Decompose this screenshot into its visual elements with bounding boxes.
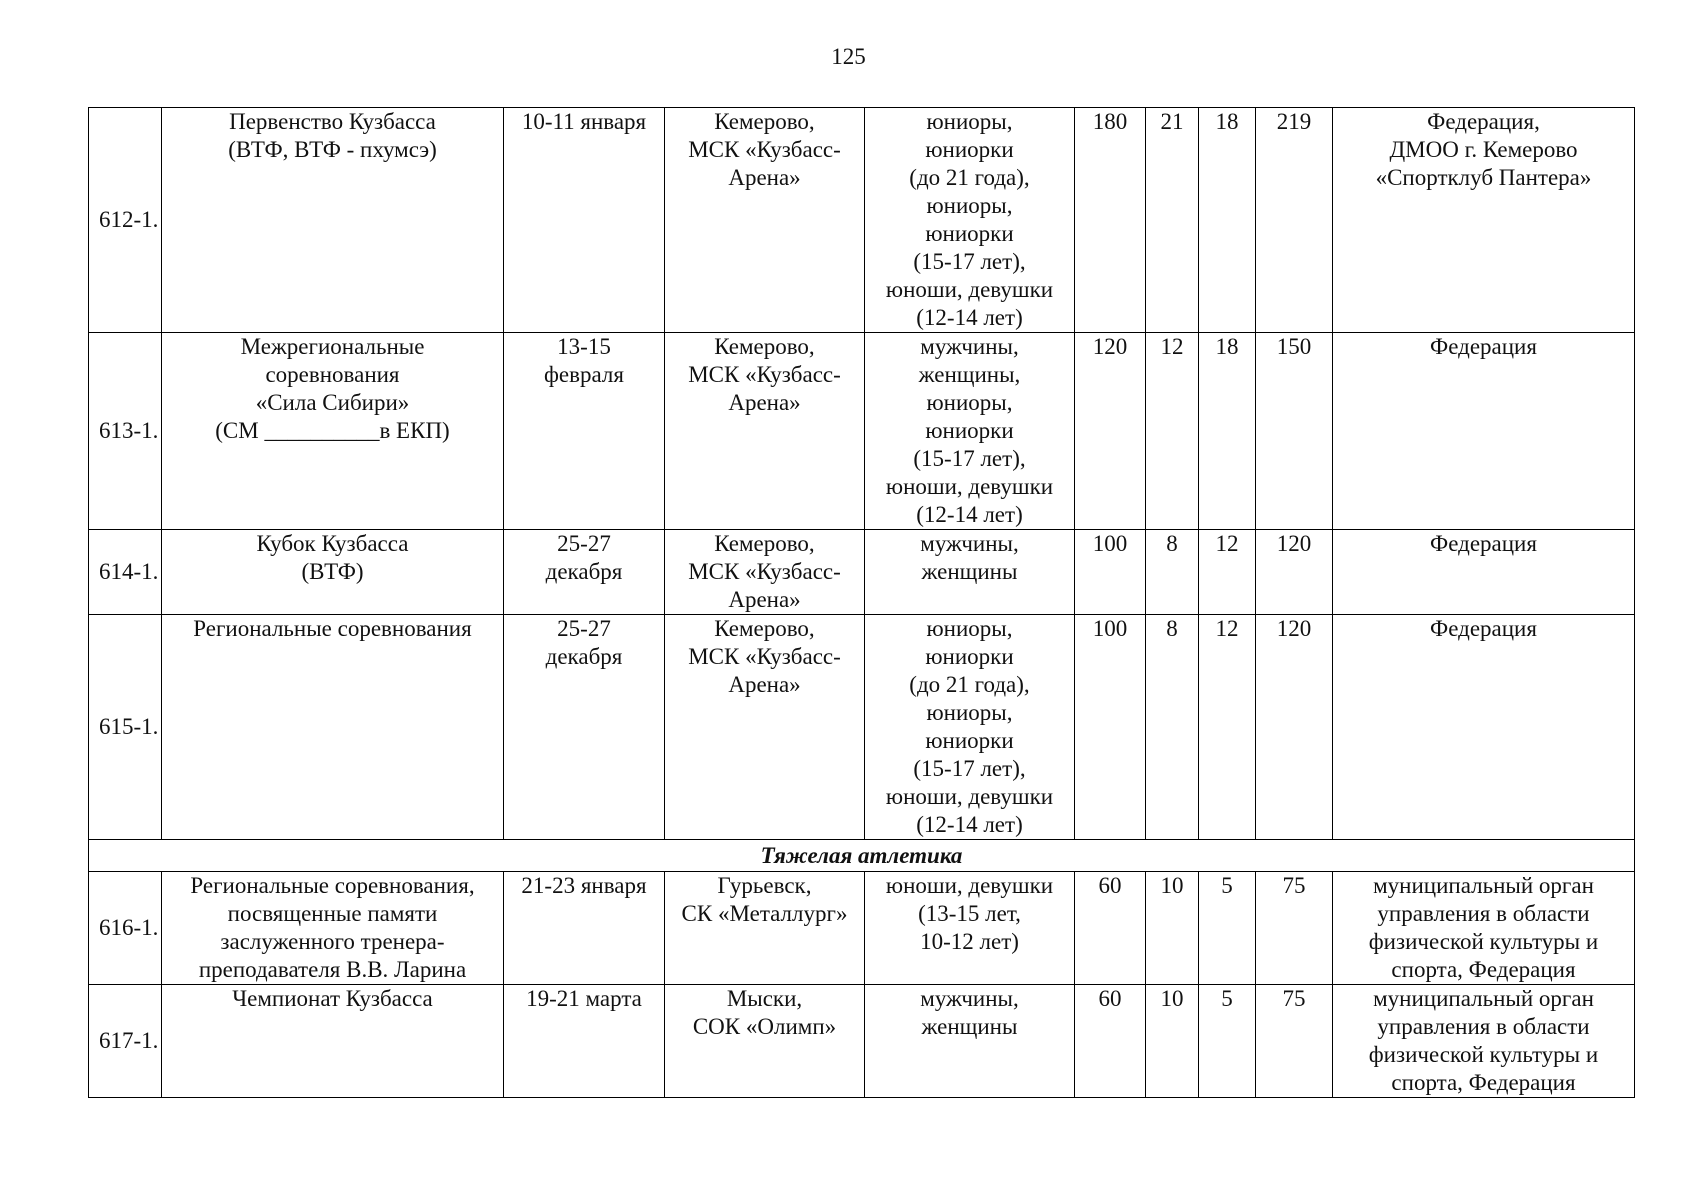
table-row	[89, 985, 1635, 1098]
event-name-line: Кубок Кузбасса	[256, 531, 409, 556]
participant-category-line: мужчины,	[920, 531, 1019, 556]
participant-category-line: юниорки	[925, 418, 1014, 443]
table-row	[89, 872, 1635, 985]
count-coaches-cell: 10	[1146, 872, 1199, 985]
event-place-line: СК «Металлург»	[681, 901, 848, 926]
event-name-cell	[162, 872, 504, 985]
participant-category-line: 10-12 лет)	[920, 929, 1019, 954]
participant-category-line: юниоры,	[926, 109, 1013, 134]
event-name-cell	[162, 108, 504, 333]
event-name-line: соревнования	[265, 362, 400, 387]
section-heading: Тяжелая атлетика	[89, 840, 1635, 872]
participant-category-line: (до 21 года),	[909, 165, 1030, 190]
event-organizer-line: Федерация,	[1427, 109, 1540, 134]
table-row	[89, 108, 1635, 333]
count-judges-cell: 12	[1199, 615, 1256, 840]
event-organizer-line: муниципальный орган	[1373, 986, 1594, 1011]
event-dates-line: декабря	[545, 559, 623, 584]
event-number-cell: 613-1.	[89, 333, 162, 530]
event-organizer-line: Федерация	[1430, 531, 1537, 556]
participant-category-cell	[865, 530, 1075, 615]
participant-category-cell	[865, 108, 1075, 333]
event-dates-line: 25-27	[557, 531, 611, 556]
event-place-line: Арена»	[728, 672, 801, 697]
event-organizer-line: Федерация	[1430, 334, 1537, 359]
participant-category-line: (13-15 лет,	[918, 901, 1021, 926]
count-total-cell: 219	[1256, 108, 1333, 333]
count-total-cell: 120	[1256, 615, 1333, 840]
participant-category-line: юниоры,	[926, 616, 1013, 641]
event-place-line: Мыски,	[726, 986, 803, 1011]
event-dates-line: 10-11 января	[521, 109, 647, 134]
count-participants-cell: 100	[1075, 615, 1146, 840]
event-name-line: Региональные соревнования,	[190, 873, 475, 898]
count-participants-cell: 120	[1075, 333, 1146, 530]
participant-category-line: женщины	[921, 1014, 1018, 1039]
event-dates-cell	[504, 333, 665, 530]
event-name-line: (ВТФ)	[301, 559, 364, 584]
participant-category-line: (до 21 года),	[909, 672, 1030, 697]
event-dates-cell	[504, 985, 665, 1098]
event-organizer-line: управления в области	[1377, 1014, 1590, 1039]
count-judges-cell: 5	[1199, 985, 1256, 1098]
count-coaches-cell: 12	[1146, 333, 1199, 530]
event-organizer-cell	[1333, 985, 1635, 1098]
count-participants-cell: 60	[1075, 872, 1146, 985]
count-coaches-cell: 10	[1146, 985, 1199, 1098]
participant-category-line: юниорки	[925, 728, 1014, 753]
participant-category-line: юноши, девушки	[885, 784, 1054, 809]
participant-category-line: (12-14 лет)	[916, 812, 1023, 837]
event-organizer-cell	[1333, 615, 1635, 840]
count-participants-cell: 60	[1075, 985, 1146, 1098]
event-name-line: посвященные памяти	[227, 901, 438, 926]
participant-category-cell	[865, 615, 1075, 840]
event-place-cell	[665, 108, 865, 333]
event-place-line: Кемерово,	[714, 109, 815, 134]
event-dates-line: 25-27	[557, 616, 611, 641]
event-place-line: Кемерово,	[714, 616, 815, 641]
table-row	[89, 333, 1635, 530]
event-name-line: Межрегиональные	[240, 334, 425, 359]
count-coaches-cell: 8	[1146, 615, 1199, 840]
event-organizer-cell	[1333, 108, 1635, 333]
table-row	[89, 530, 1635, 615]
participant-category-line: юноши, девушки	[885, 474, 1054, 499]
event-organizer-cell	[1333, 333, 1635, 530]
event-number-cell: 612-1.	[89, 108, 162, 333]
event-place-line: МСК «Кузбасс-	[688, 362, 841, 387]
event-name-line: Чемпионат Кузбасса	[232, 986, 433, 1011]
participant-category-line: юноши, девушки	[885, 873, 1054, 898]
event-name-cell	[162, 333, 504, 530]
participant-category-cell	[865, 872, 1075, 985]
event-place-cell	[665, 985, 865, 1098]
event-dates-line: 21-23 января	[521, 873, 647, 898]
participant-category-line: (12-14 лет)	[916, 502, 1023, 527]
event-organizer-line: управления в области	[1377, 901, 1590, 926]
participant-category-line: женщины	[921, 559, 1018, 584]
event-dates-cell	[504, 108, 665, 333]
table-row	[89, 615, 1635, 840]
event-name-line: Региональные соревнования	[193, 616, 472, 641]
event-place-line: МСК «Кузбасс-	[688, 137, 841, 162]
event-number-cell: 617-1.	[89, 985, 162, 1098]
event-dates-cell	[504, 615, 665, 840]
event-place-line: Гурьевск,	[717, 873, 812, 898]
event-place-line: МСК «Кузбасс-	[688, 559, 841, 584]
event-place-cell	[665, 872, 865, 985]
event-organizer-line: «Спортклуб Пантера»	[1375, 165, 1592, 190]
count-judges-cell: 18	[1199, 333, 1256, 530]
event-dates-line: февраля	[544, 362, 624, 387]
event-place-line: Кемерово,	[714, 531, 815, 556]
event-organizer-line: физической культуры и	[1368, 929, 1599, 954]
event-place-line: Арена»	[728, 165, 801, 190]
event-place-line: Арена»	[728, 390, 801, 415]
event-name-cell	[162, 615, 504, 840]
page-number: 125	[831, 44, 866, 69]
count-participants-cell: 180	[1075, 108, 1146, 333]
participant-category-cell	[865, 985, 1075, 1098]
events-table	[88, 107, 1635, 1098]
event-place-line: Арена»	[728, 587, 801, 612]
participant-category-line: юниоры,	[926, 390, 1013, 415]
event-name-cell	[162, 530, 504, 615]
event-organizer-cell	[1333, 872, 1635, 985]
participant-category-line: (12-14 лет)	[916, 305, 1023, 330]
event-name-line: (СМ __________в ЕКП)	[215, 418, 450, 443]
event-name-line: (ВТФ, ВТФ - пхумсэ)	[228, 137, 437, 162]
event-organizer-cell	[1333, 530, 1635, 615]
event-organizer-line: спорта, Федерация	[1391, 957, 1576, 982]
event-organizer-line: ДМОО г. Кемерово	[1389, 137, 1578, 162]
participant-category-line: юноши, девушки	[885, 277, 1054, 302]
event-dates-line: декабря	[545, 644, 623, 669]
participant-category-line: женщины,	[918, 362, 1021, 387]
event-number-cell: 614-1.	[89, 530, 162, 615]
count-total-cell: 75	[1256, 985, 1333, 1098]
event-place-cell	[665, 615, 865, 840]
count-coaches-cell: 21	[1146, 108, 1199, 333]
event-dates-cell	[504, 530, 665, 615]
event-dates-cell	[504, 872, 665, 985]
event-place-line: Кемерово,	[714, 334, 815, 359]
event-dates-line: 13-15	[557, 334, 611, 359]
event-place-line: СОК «Олимп»	[692, 1014, 837, 1039]
count-total-cell: 75	[1256, 872, 1333, 985]
count-judges-cell: 12	[1199, 530, 1256, 615]
count-judges-cell: 5	[1199, 872, 1256, 985]
participant-category-line: юниоры,	[926, 700, 1013, 725]
count-participants-cell: 100	[1075, 530, 1146, 615]
participant-category-line: юниоры,	[926, 193, 1013, 218]
event-name-cell	[162, 985, 504, 1098]
count-total-cell: 120	[1256, 530, 1333, 615]
event-place-cell	[665, 333, 865, 530]
event-dates-line: 19-21 марта	[526, 986, 642, 1011]
participant-category-line: юниорки	[925, 221, 1014, 246]
event-place-line: МСК «Кузбасс-	[688, 644, 841, 669]
event-place-cell	[665, 530, 865, 615]
count-coaches-cell: 8	[1146, 530, 1199, 615]
event-name-line: заслуженного тренера-	[220, 929, 445, 954]
event-organizer-line: муниципальный орган	[1373, 873, 1594, 898]
section-row	[89, 840, 1635, 872]
participant-category-line: мужчины,	[920, 334, 1019, 359]
event-organizer-line: физической культуры и	[1368, 1042, 1599, 1067]
participant-category-line: юниорки	[925, 137, 1014, 162]
event-organizer-line: Федерация	[1430, 616, 1537, 641]
participant-category-line: мужчины,	[920, 986, 1019, 1011]
count-total-cell: 150	[1256, 333, 1333, 530]
participant-category-line: юниорки	[925, 644, 1014, 669]
participant-category-line: (15-17 лет),	[913, 446, 1026, 471]
event-name-line: «Сила Сибири»	[255, 390, 410, 415]
event-number-cell: 615-1.	[89, 615, 162, 840]
participant-category-line: (15-17 лет),	[913, 249, 1026, 274]
participant-category-line: (15-17 лет),	[913, 756, 1026, 781]
participant-category-cell	[865, 333, 1075, 530]
event-name-line: Первенство Кузбасса	[229, 109, 436, 134]
event-organizer-line: спорта, Федерация	[1391, 1070, 1576, 1095]
event-number-cell: 616-1.	[89, 872, 162, 985]
event-name-line: преподавателя В.В. Ларина	[198, 957, 467, 982]
count-judges-cell: 18	[1199, 108, 1256, 333]
